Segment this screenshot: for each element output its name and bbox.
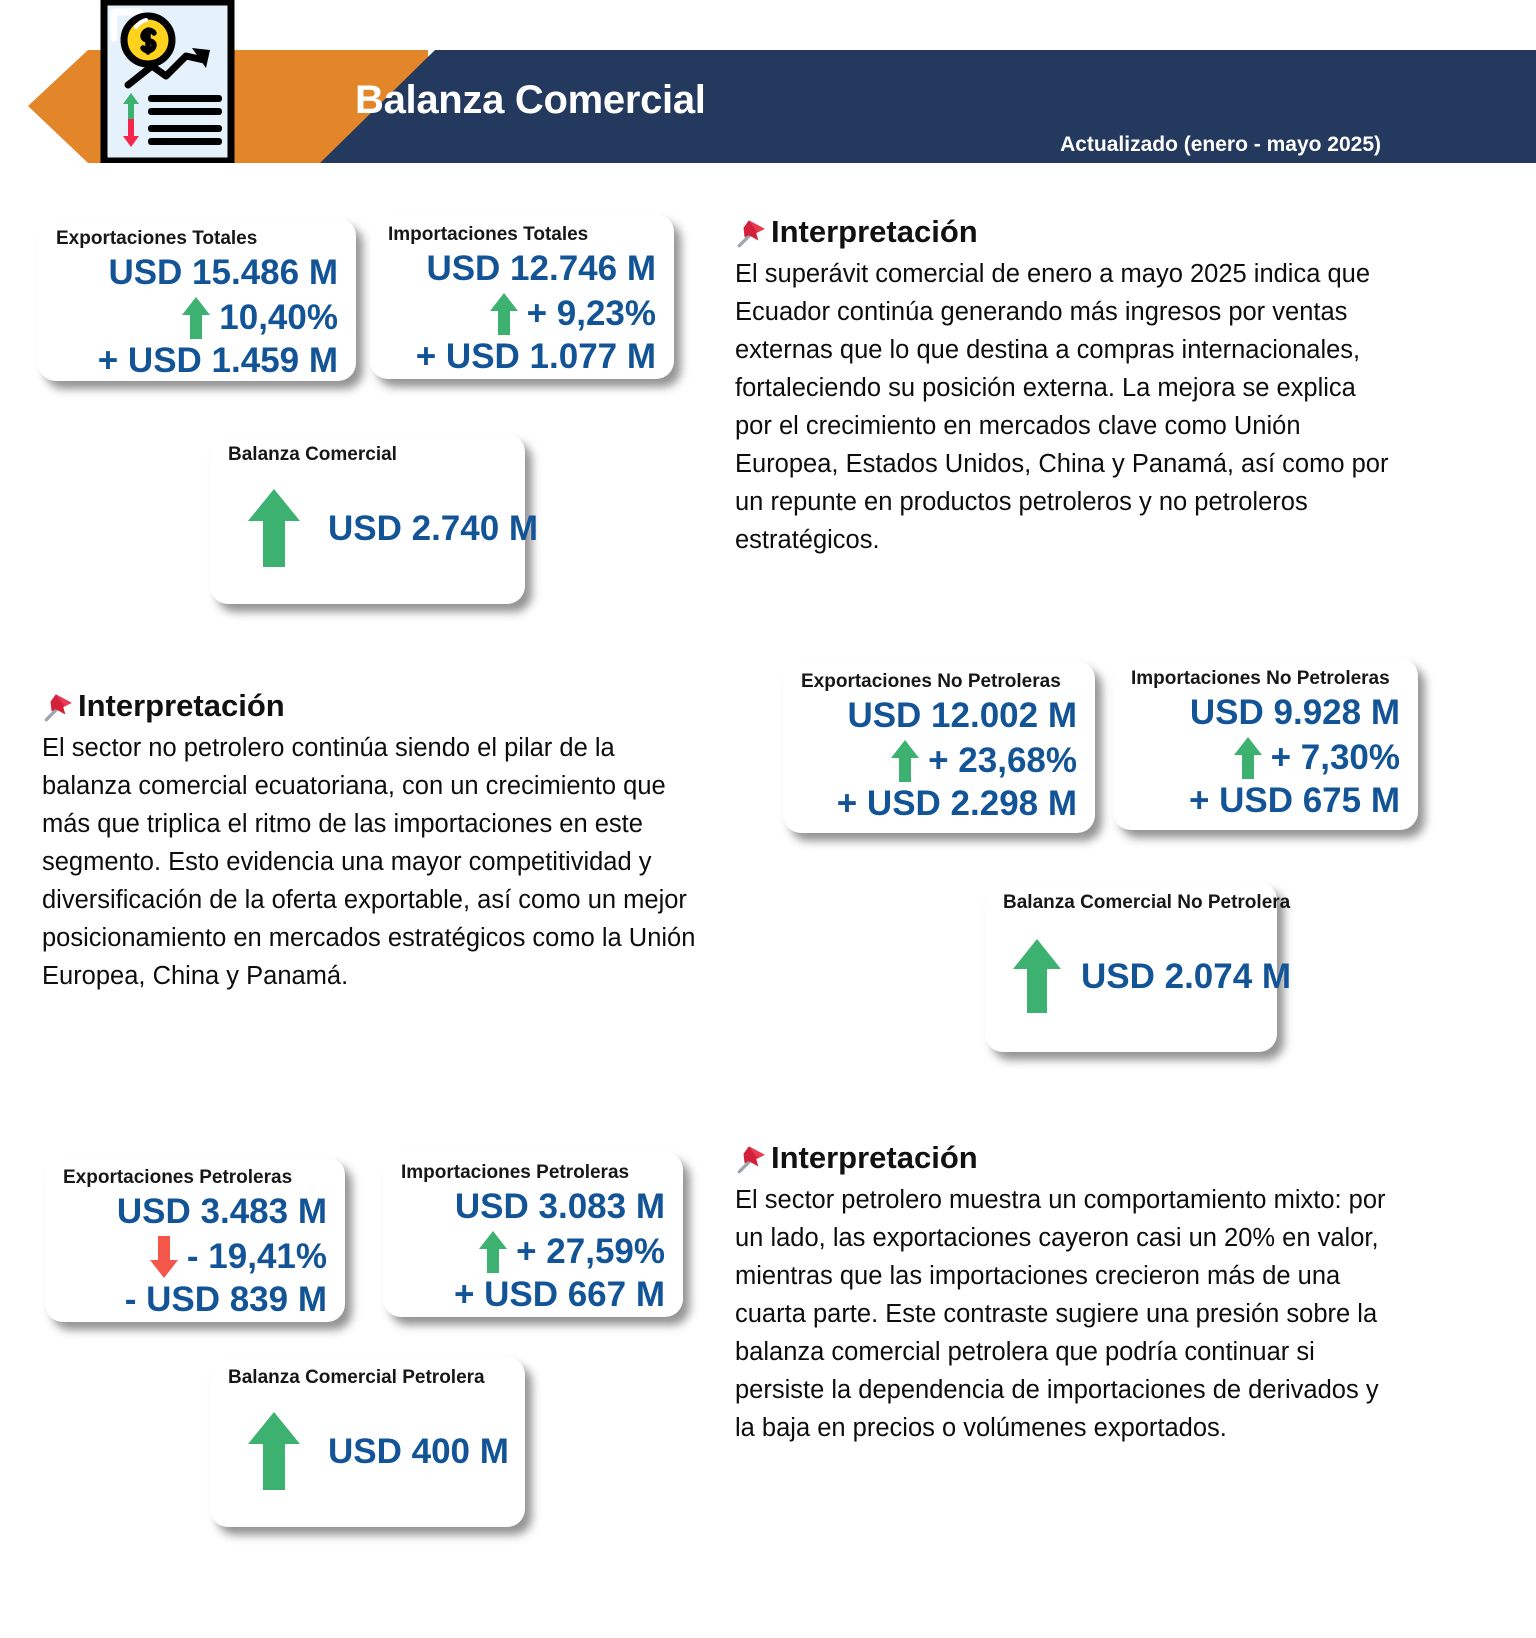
updated-label: Actualizado (enero - mayo 2025) <box>1060 133 1381 156</box>
interpretation-header <box>42 688 702 724</box>
card-exportaciones-totales[interactable] <box>38 218 356 381</box>
arrow-up-icon <box>1233 735 1263 781</box>
card-title: Exportaciones Petroleras <box>63 1167 293 1188</box>
card-absolute: + USD 2.298 M <box>836 783 1077 823</box>
pushpin-icon <box>735 215 769 249</box>
card-title: Exportaciones No Petroleras <box>801 671 1061 692</box>
card-balance-body <box>228 468 539 590</box>
interpretation-text: El superávit comercial de enero a mayo 2025 indica que Ecuador continúa generando más ingresos por ventas externas que lo que destina a compras internacionales, fortaleciendo su posición externa. La mejora se explica por el crecimiento en mercados clave como Unión Europea, Estados Unidos, China y Panamá, así como por un repunte en productos petroleros y no petroleros estratégicos. <box>735 260 1389 554</box>
interpretation-total <box>735 214 1395 560</box>
interpretation-header <box>735 214 1395 250</box>
card-absolute: + USD 675 M <box>1188 780 1400 820</box>
arrow-up-icon <box>489 291 519 337</box>
interpretation-petrolero <box>735 1140 1405 1448</box>
arrow-up-icon <box>246 1410 302 1494</box>
card-title: Importaciones Petroleras <box>401 1162 630 1183</box>
card-percent: - 19,41% <box>186 1236 327 1276</box>
card-balanza-comercial[interactable] <box>210 434 539 604</box>
card-change-row <box>388 291 656 337</box>
card-balance-body <box>228 1391 507 1513</box>
card-exportaciones-petroleras[interactable] <box>45 1157 345 1322</box>
card-value: USD 3.483 M <box>116 1192 327 1231</box>
interpretation-text: El sector no petrolero continúa siendo el pilar de la balanza comercial ecuatoriana, con un crecimiento que más que triplica el ritmo de las importaciones en este segmento. Esto evidencia una mayor competitividad y diversificación de la oferta exportable, así como un mejor posicionamiento en mercados estratégicos como la Unión Europea, China y Panamá. <box>42 734 696 990</box>
pushpin-icon <box>735 1141 769 1175</box>
card-percent: + 7,30% <box>1270 737 1400 777</box>
card-value: USD 400 M <box>328 1432 509 1471</box>
card-value: USD 9.928 M <box>1189 693 1400 732</box>
card-value: USD 12.002 M <box>847 696 1077 735</box>
card-change-row <box>56 295 338 341</box>
card-importaciones-no-petroleras[interactable] <box>1113 658 1418 830</box>
arrow-down-icon <box>149 1234 179 1280</box>
card-balanza-comercial-petrolera[interactable] <box>210 1357 525 1527</box>
card-absolute: + USD 1.459 M <box>97 340 338 380</box>
card-importaciones-petroleras[interactable] <box>383 1152 683 1317</box>
card-title: Balanza Comercial <box>228 444 397 465</box>
card-change-row <box>801 738 1077 784</box>
card-importaciones-totales[interactable] <box>370 214 674 379</box>
interpretation-title: Interpretación <box>771 214 978 249</box>
card-title: Balanza Comercial Petrolera <box>228 1367 485 1388</box>
pushpin-icon <box>42 689 76 723</box>
card-title: Importaciones No Petroleras <box>1131 668 1390 689</box>
card-absolute: + USD 1.077 M <box>415 336 656 376</box>
card-percent: + 9,23% <box>526 293 656 333</box>
card-change-row <box>401 1229 665 1275</box>
arrow-up-icon <box>246 487 302 571</box>
arrow-up-icon <box>181 295 211 341</box>
card-absolute: - USD 839 M <box>124 1279 327 1319</box>
arrow-up-icon <box>1011 937 1063 1017</box>
card-balanza-comercial-no-petrolera[interactable] <box>985 882 1292 1052</box>
card-title: Importaciones Totales <box>388 224 589 245</box>
interpretation-header <box>735 1140 1405 1176</box>
interpretation-text: El sector petrolero muestra un comportamiento mixto: por un lado, las exportaciones cayeron casi un 20% en valor, mientras que las importaciones crecieron más de una cuarta parte. Este contraste sugiere una presión sobre la balanza comercial petrolera que podría continuar si persiste la dependencia de importaciones de derivados y la baja en precios o volúmenes exportados. <box>735 1186 1386 1442</box>
card-percent: + 27,59% <box>516 1231 665 1271</box>
card-exportaciones-no-petroleras[interactable] <box>783 661 1095 833</box>
card-balance-body <box>1003 916 1292 1038</box>
card-absolute: + USD 667 M <box>453 1274 665 1314</box>
document-chart-dollar-icon <box>100 0 235 163</box>
card-percent: 10,40% <box>219 297 338 337</box>
arrow-up-icon <box>478 1229 508 1275</box>
card-change-row <box>1131 735 1400 781</box>
card-value: USD 3.083 M <box>454 1187 665 1226</box>
card-change-row <box>63 1234 327 1280</box>
page-header <box>0 0 1536 180</box>
page-title: Balanza Comercial <box>355 78 706 122</box>
card-percent: + 23,68% <box>928 740 1077 780</box>
card-title: Balanza Comercial No Petrolera <box>1003 892 1291 913</box>
interpretation-title: Interpretación <box>78 688 285 723</box>
card-value: USD 2.740 M <box>328 509 539 548</box>
arrow-up-icon <box>890 738 920 784</box>
card-value: USD 2.074 M <box>1081 957 1292 996</box>
card-value: USD 12.746 M <box>426 249 656 288</box>
interpretation-title: Interpretación <box>771 1140 978 1175</box>
card-title: Exportaciones Totales <box>56 228 258 249</box>
interpretation-no-petrolero <box>42 688 702 996</box>
card-value: USD 15.486 M <box>108 253 338 292</box>
